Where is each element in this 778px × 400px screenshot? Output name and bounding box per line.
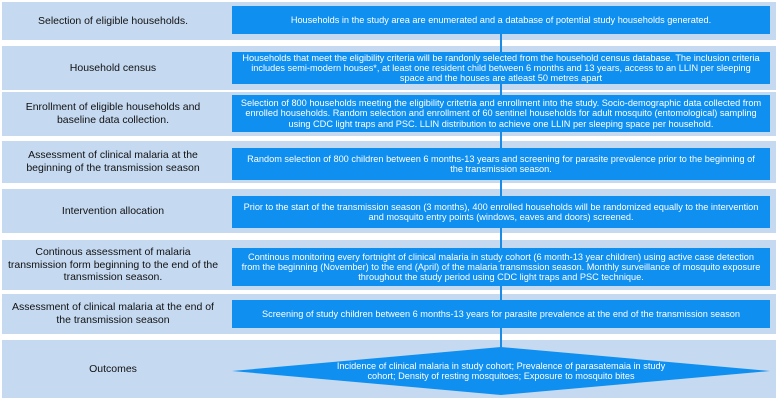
stage-label-2: Household census	[69, 61, 157, 74]
stage-label-6: Continous assessment of malaria transmission form beginning to the end of the transmission season.	[7, 246, 219, 284]
stage-box-6: Continous monitoring every fortnight of clinical malaria in study cohort (6 month-13 year children) using active case detection from the beginning (November) to the end (April) of the malaria transmssion season. Monthly surveillance of mosquito exposure throughout the study period using CDC light traps and PSC technique.	[232, 248, 770, 286]
stage-box-1: Households in the study area are enumerated and a database of potential study households generated.	[232, 6, 770, 34]
stage-label-1: Selection of eligible households.	[37, 14, 189, 27]
stage-label-3: Enrollment of eligible households and baseline data collection.	[25, 101, 201, 126]
connector-3-4	[500, 132, 502, 148]
stage-box-3: Selection of 800 households meeting the eligibility critetria and enrollment into the study. Socio-demographic data collected from enrolled households. Random selection and enrollment of 60 sentinel households for adult mosquito (entomological) sampling using CDC light traps and PSC. LLIN distribution to achieve one LLIN per sleeping space per household.	[232, 95, 770, 132]
stage-label-4: Assessment of clinical malaria at the beginning of the transmission season	[26, 149, 200, 174]
outcomes-description: Incidence of clinical malaria in study cohort; Prevalence of parasatemaia in study cohort; Density of resting mosquitoes; Exposure to mosquito bites	[336, 360, 666, 381]
stage-box-7: Screening of study children between 6 months-13 years for parasite prevalence at the end of the transmission season	[232, 300, 770, 328]
stage-box-5: Prior to the start of the transmission season (3 months), 400 enrolled households will be randomized equally to the intervention and mosquito entry points (windows, eaves and doors) screened.	[232, 196, 770, 228]
connector-2-3	[500, 84, 502, 95]
outcomes-label: Outcomes	[89, 362, 137, 375]
stage-box-4: Random selection of 800 children between 6 months-13 years and screening for parasite prevalence prior to the beginning of the transmission season.	[232, 148, 770, 180]
connector-1-2	[500, 34, 502, 52]
stage-label-7: Assessment of clinical malaria at the end of the transmission season	[12, 301, 214, 326]
connector-6-7	[500, 286, 502, 300]
stage-box-2: Households that meet the eligibility criteria will be randonly selected from the household census database. The inclusion criteria includes semi-modern houses*, at least one resident child between 6 months and 13 years, access to an LLIN per sleeping space and the houses are atleast 50 metres apart	[232, 52, 770, 84]
stage-label-5: Intervention allocation	[61, 204, 165, 217]
connector-4-5	[500, 180, 502, 196]
connector-5-6	[500, 228, 502, 248]
